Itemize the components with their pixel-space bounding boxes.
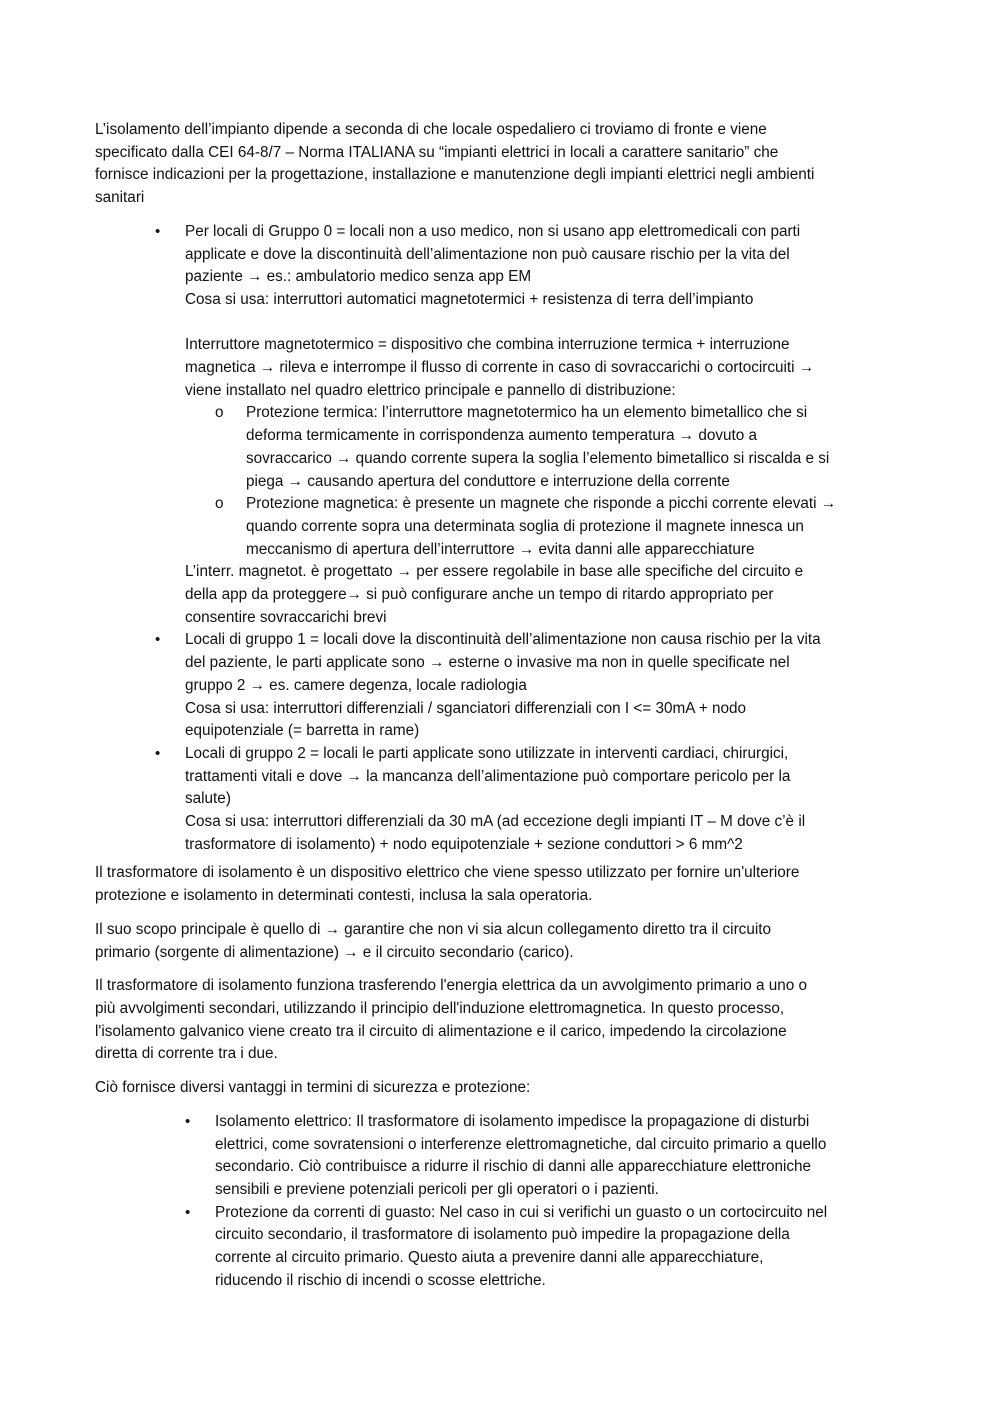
transformer-purpose-paragraph (95, 919, 910, 964)
text-line: L’interr. magnetot. è progettato → per essere regolabile in base alle specifiche del circuito e (185, 563, 804, 581)
text-line: Il trasformatore di isolamento funziona trasferendo l'energia elettrica da un avvolgimento primario a uno o (95, 977, 808, 995)
transformer-function-paragraph (95, 975, 910, 1066)
text-line: Cosa si usa: interruttori differenziali da 30 mA (ad eccezione degli impianti IT – M dove c’è il (185, 813, 806, 831)
advantages-intro-paragraph (95, 1077, 910, 1100)
transformer-definition-paragraph (95, 862, 910, 907)
text-line: trattamenti vitali e dove → la mancanza dell’alimentazione può comportare pericolo per la (185, 767, 791, 785)
text-line: Isolamento elettrico: Il trasformatore di isolamento impedisce la propagazione di disturbi (215, 1112, 810, 1130)
groups-list (95, 221, 910, 857)
text-line: meccanismo di apertura dell’interruttore → evita danni alle apparecchiature (246, 540, 755, 558)
text-line: gruppo 2 → es. camere degenza, locale radiologia (185, 676, 527, 694)
text-line: più avvolgimenti secondari, utilizzando il principio dell'induzione elettromagnetica. In questo processo, (95, 1000, 785, 1017)
bullet-icon: • (155, 222, 161, 240)
text-line: elettrici, come sovratensioni o interferenze elettromagnetiche, dal circuito primario a quello (215, 1135, 827, 1153)
list-item-group0 (95, 221, 910, 630)
intro-paragraph (95, 119, 910, 210)
circle-bullet-icon: o (215, 495, 224, 513)
list-item-group1 (95, 629, 910, 743)
text-line: sensibili e previene potenziali pericoli per gli operatori o i pazienti. (215, 1180, 659, 1198)
text-line: Il trasformatore di isolamento è un dispositivo elettrico che viene spesso utilizzato per fornire un'ulteriore (95, 864, 800, 882)
bullet-icon: • (155, 744, 161, 762)
text-line: Per locali di Gruppo 0 = locali non a uso medico, non si usano app elettromedicali con parti (185, 222, 801, 240)
text-line: salute) (185, 790, 231, 808)
text-line: magnetica → rileva e interrompe il flusso di corrente in caso di sovraccarichi o cortocircuiti → (185, 359, 815, 377)
text-line: paziente → es.: ambulatorio medico senza app EM (185, 268, 532, 286)
text-line: viene installato nel quadro elettrico principale e pannello di distribuzione: (185, 381, 676, 399)
text-line: trasformatore di isolamento) + nodo equipotenziale + sezione conduttori > 6 mm^2 (185, 835, 743, 853)
text-line: sanitari (95, 189, 145, 207)
text-line: quando corrente sopra una determinata soglia di protezione il magnete innesca un (246, 517, 804, 535)
text-line: l'isolamento galvanico viene creato tra il circuito di alimentazione e il carico, impedendo la circolazione (95, 1022, 787, 1040)
sublist-item-magnetic (185, 493, 910, 561)
text-line: consentire sovraccarichi brevi (185, 608, 387, 626)
text-line: Locali di gruppo 1 = locali dove la discontinuità dell’alimentazione non causa rischio per la vita (185, 631, 821, 649)
text-line: Cosa si usa: interruttori differenziali / sganciatori differenziali con I <= 30mA + nodo (185, 699, 747, 717)
bullet-icon: • (185, 1112, 191, 1130)
text-line: Protezione termica: l’interruttore magnetotermico ha un elemento bimetallico che si (246, 404, 808, 422)
document-page (95, 119, 910, 1292)
list-item-group2 (95, 743, 910, 857)
text-line: applicate e dove la discontinuità dell’alimentazione non può causare rischio per la vita del (185, 245, 790, 263)
bullet-icon: • (155, 631, 161, 649)
text-line: riducendo il rischio di incendi o scosse elettriche. (215, 1271, 546, 1289)
text-line: Interruttore magnetotermico = dispositivo che combina interruzione termica + interruzione (185, 336, 790, 354)
text-line: specificato dalla CEI 64-8/7 – Norma ITALIANA su “impianti elettrici in locali a carattere sanitario” che (95, 143, 779, 161)
text-line: della app da proteggere→ si può configurare anche un tempo di ritardo appropriato per (185, 586, 774, 604)
bullet-icon: • (185, 1203, 191, 1221)
blank-line (185, 312, 910, 335)
text-line: diretta di corrente tra i due. (95, 1045, 278, 1063)
list-item-fault-protection (95, 1202, 910, 1293)
text-line: protezione e isolamento in determinati contesti, inclusa la sala operatoria. (95, 887, 593, 905)
text-line: del paziente, le parti applicate sono → esterne o invasive ma non in quelle specificate nel (185, 654, 790, 672)
sublist-item-thermal (185, 402, 910, 493)
text-line: corrente al circuito primario. Questo aiuta a prevenire danni alle apparecchiature, (215, 1249, 764, 1267)
text-line: Ciò fornisce diversi vantaggi in termini di sicurezza e protezione: (95, 1079, 531, 1097)
text-line: equipotenziale (= barretta in rame) (185, 722, 420, 740)
text-line: piega → causando apertura del conduttore e interruzione della corrente (246, 472, 730, 490)
text-line: secondario. Ciò contribuisce a ridurre il rischio di danni alle apparecchiature elettroniche (215, 1158, 812, 1176)
text-line: Protezione da correnti di guasto: Nel caso in cui si verifichi un guasto o un cortocircuito nel (215, 1203, 828, 1221)
text-line: deforma termicamente in corrispondenza aumento temperatura → dovuto a (246, 427, 758, 445)
circle-bullet-icon: o (215, 404, 224, 422)
text-line: circuito secondario, il trasformatore di isolamento può impedire la propagazione della (215, 1226, 790, 1244)
text-line: Protezione magnetica: è presente un magnete che risponde a picchi corrente elevati → (246, 495, 837, 513)
text-line: Cosa si usa: interruttori automatici magnetotermici + resistenza di terra dell’impianto (185, 290, 754, 308)
protection-sublist (185, 402, 910, 561)
text-line: fornisce indicazioni per la progettazione, installazione e manutenzione degli impianti elettrici negli ambienti (95, 166, 815, 184)
text-line: L’isolamento dell’impianto dipende a seconda di che locale ospedaliero ci troviamo di fronte e viene (95, 121, 767, 138)
text-line: sovraccarico → quando corrente supera la soglia l’elemento bimetallico si riscalda e si (246, 449, 830, 467)
list-item-electrical-isolation (95, 1111, 910, 1202)
text-line: primario (sorgente di alimentazione) → e il circuito secondario (carico). (95, 943, 574, 961)
text-line: Il suo scopo principale è quello di → garantire che non vi sia alcun collegamento diretto tra il circuito (95, 920, 771, 938)
advantages-list (95, 1111, 910, 1293)
text-line: Locali di gruppo 2 = locali le parti applicate sono utilizzate in interventi cardiaci, chirurgici, (185, 744, 789, 762)
